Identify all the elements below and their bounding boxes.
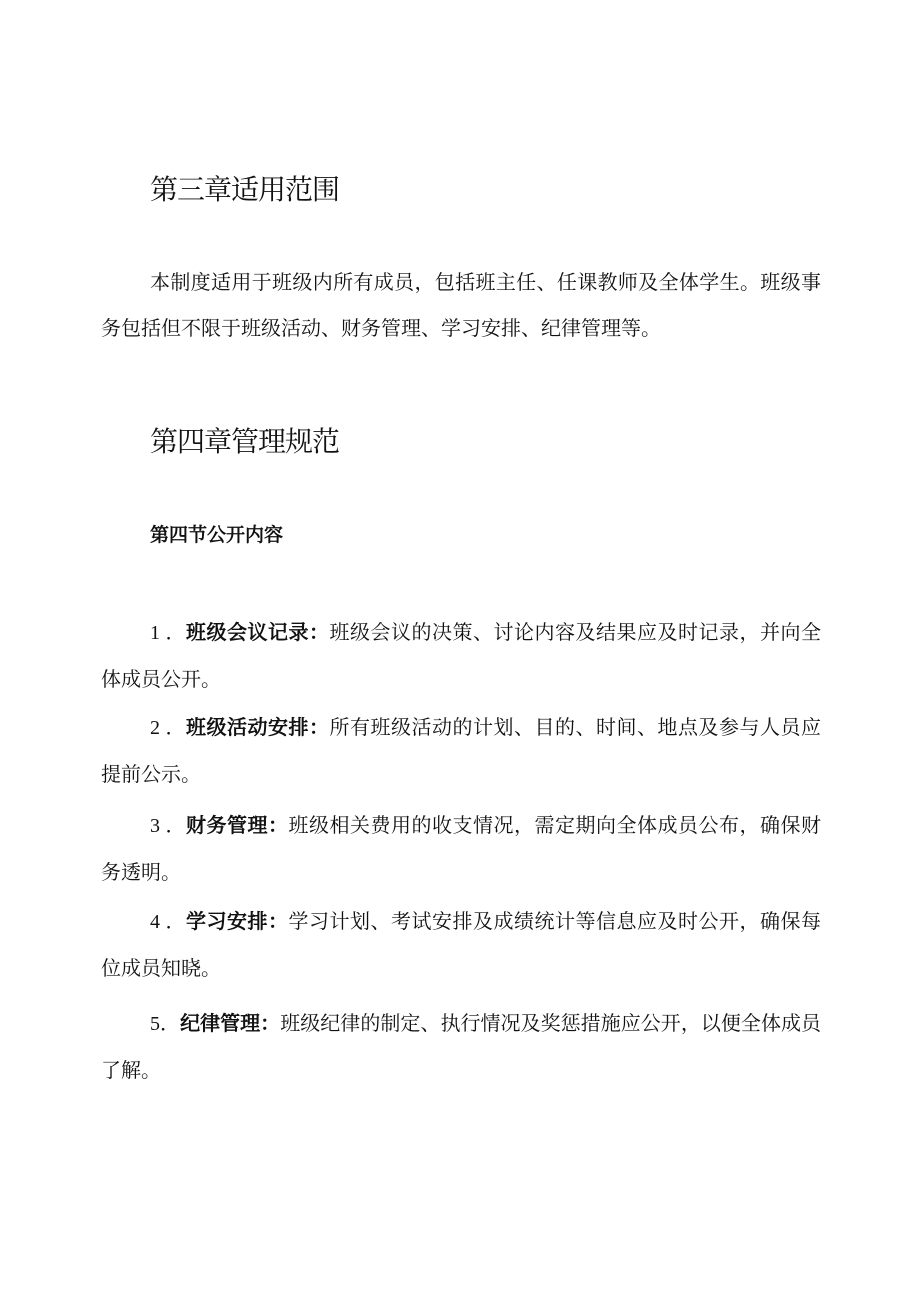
item-title: 财务管理： bbox=[186, 813, 289, 837]
item-number: 2 ． bbox=[150, 717, 186, 739]
item-text: 班级会议的决策、讨论内容及结果应及时记录，并向全体成员公开。 bbox=[101, 620, 821, 691]
item-text: 学习计划、考试安排及成绩统计等信息应及时公开，确保每位成员知晓。 bbox=[101, 909, 821, 980]
item-title: 学习安排： bbox=[186, 909, 289, 933]
item-number: 5． bbox=[150, 1013, 181, 1035]
section-4-heading: 第四节公开内容 bbox=[150, 524, 284, 546]
item-text: 所有班级活动的计划、目的、时间、地点及参与人员应提前公示。 bbox=[101, 715, 821, 786]
list-item bbox=[101, 802, 821, 895]
list-item bbox=[101, 898, 821, 991]
chapter-3-heading: 第三章适用范围 bbox=[150, 173, 340, 206]
list-item bbox=[101, 1000, 821, 1093]
item-number: 1 ． bbox=[150, 622, 186, 644]
list-item bbox=[101, 609, 821, 702]
list-item bbox=[101, 704, 821, 797]
item-title: 班级活动安排： bbox=[186, 715, 330, 739]
item-text: 班级相关费用的收支情况，需定期向全体成员公布，确保财务透明。 bbox=[101, 813, 821, 884]
item-title: 班级会议记录： bbox=[186, 620, 330, 644]
item-title: 纪律管理： bbox=[180, 1011, 281, 1035]
item-number: 3 ． bbox=[150, 815, 186, 837]
item-number: 4 ． bbox=[150, 911, 186, 933]
item-text: 班级纪律的制定、执行情况及奖惩措施应公开，以便全体成员了解。 bbox=[101, 1011, 822, 1082]
chapter-3-paragraph: 本制度适用于班级内所有成员，包括班主任、任课教师及全体学生。班级事务包括但不限于班级活动、财务管理、学习安排、纪律管理等。 bbox=[101, 270, 821, 340]
chapter-4-heading: 第四章管理规范 bbox=[150, 425, 340, 458]
